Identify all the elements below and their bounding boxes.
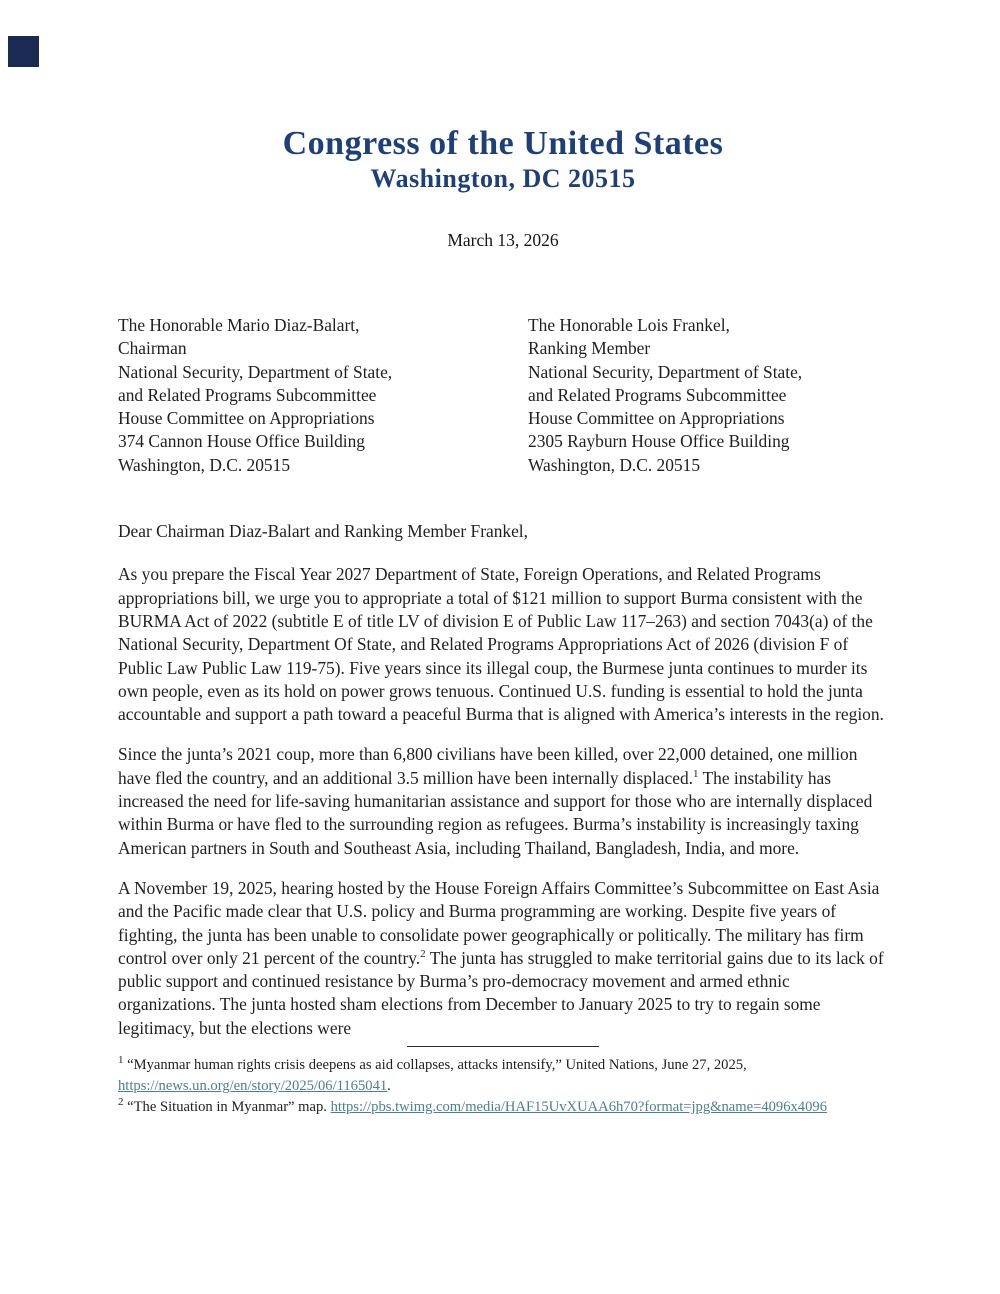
footnote-text: “Myanmar human rights crisis deepens as aid collapses, attacks intensify,” United Nations, June 27, 2025, [123,1057,747,1074]
letterhead-title: Congress of the United States [282,125,724,162]
letter-date: March 13, 2026 [447,230,559,250]
footnote-ref-2: 2 [420,948,426,961]
letterhead-subtitle: Washington, DC 20515 [370,164,636,193]
paragraph-text: As you prepare the Fiscal Year 2027 Department of State, Foreign Operations, and Related Programs appropriations bill, we urge you to appropriate a total of $121 million to support Burma consistent with the BURMA Act of 2022 (subtitle E of title LV of division E of Public Law 117–263) and section 7043(a) of the National Security, Department Of State, and Related Programs Appropriations Act of 2026 (division F of Public Law Public Law 119-75). Five years since its illegal coup, the Burmese junta continues to murder its own people, even as its hold on power grows tenuous. Continued U.S. funding is essential to hold the junta accountable and support a path toward a peaceful Burma that is aligned with America’s interests in the region. [118,564,884,725]
recipient-block-chairman [118,314,528,477]
recipient-line: House Committee on Appropriations [528,408,785,429]
recipient-line: 2305 Rayburn House Office Building [528,431,790,452]
paragraph-hearing-findings [118,877,888,1040]
letterhead [118,0,888,194]
recipient-line: and Related Programs Subcommittee [118,384,377,405]
recipient-line: Chairman [118,338,187,359]
footnote-text-after: . [387,1078,391,1095]
recipient-line: Washington, D.C. 20515 [118,454,291,475]
footnote-number: 2 [118,1096,124,1109]
footnote-number: 1 [118,1054,124,1067]
salutation: Dear Chairman Diaz-Balart and Ranking Member Frankel, [118,521,528,542]
footnotes [118,1055,888,1118]
footnote-1 [118,1055,888,1097]
paragraph-appropriations-request [118,563,888,726]
recipient-line: 374 Cannon House Office Building [118,431,365,452]
letter-content [118,0,888,1118]
recipient-line: House Committee on Appropriations [118,408,375,429]
recipient-line: The Honorable Lois Frankel, [528,315,730,335]
recipient-blocks [118,314,888,477]
footnote-link-un-story[interactable]: https://news.un.org/en/story/2025/06/1165041 [118,1078,388,1095]
recipient-line: The Honorable Mario Diaz-Balart, [118,315,360,335]
paragraph-text: A November 19, 2025, hearing hosted by the House Foreign Affairs Committee’s Subcommittee on East Asia and the Pacific made clear that U.S. policy and Burma programming are working. Despite five years of fighting, the junta has been unable to consolidate power geographically or politically. The military has firm control over only 21 percent of the country. [118,877,880,968]
footnote-link-myanmar-map[interactable]: https://pbs.twimg.com/media/HAF15UvXUAA6h70?format=jpg&name=4096x4096 [330,1099,827,1116]
paragraph-humanitarian-toll [118,743,888,859]
recipient-line: Washington, D.C. 20515 [528,454,701,475]
recipient-line: National Security, Department of State, [118,361,393,382]
recipient-line: Ranking Member [528,338,651,359]
footnote-separator [407,1046,599,1047]
footnote-2 [118,1097,888,1118]
recipient-block-ranking-member [528,314,888,477]
recipient-line: National Security, Department of State, [528,361,803,382]
scan-corner-mark [8,36,39,67]
paragraph-text: Since the junta’s 2021 coup, more than 6,800 civilians have been killed, over 22,000 detained, one million have fled the country, and an additional 3.5 million have been internally displaced. [118,744,858,788]
recipient-line: and Related Programs Subcommittee [528,384,787,405]
footnote-ref-1: 1 [693,767,699,780]
paragraph-text: The instability has increased the need for life-saving humanitarian assistance and support for those who are internally displaced within Burma or have fled to the surrounding region as refugees. Burma’s instability is increasingly taxing American partners in South and Southeast Asia, including Thailand, Bangladesh, India, and more. [118,767,873,858]
paragraph-text: The junta has struggled to make territorial gains due to its lack of public support and continued resistance by Burma’s pro-democracy movement and armed ethnic organizations. The junta hosted sham elections from December to January 2025 to try to regain some legitimacy, but the elections were [118,947,884,1038]
footnote-text: “The Situation in Myanmar” map. [123,1099,331,1116]
